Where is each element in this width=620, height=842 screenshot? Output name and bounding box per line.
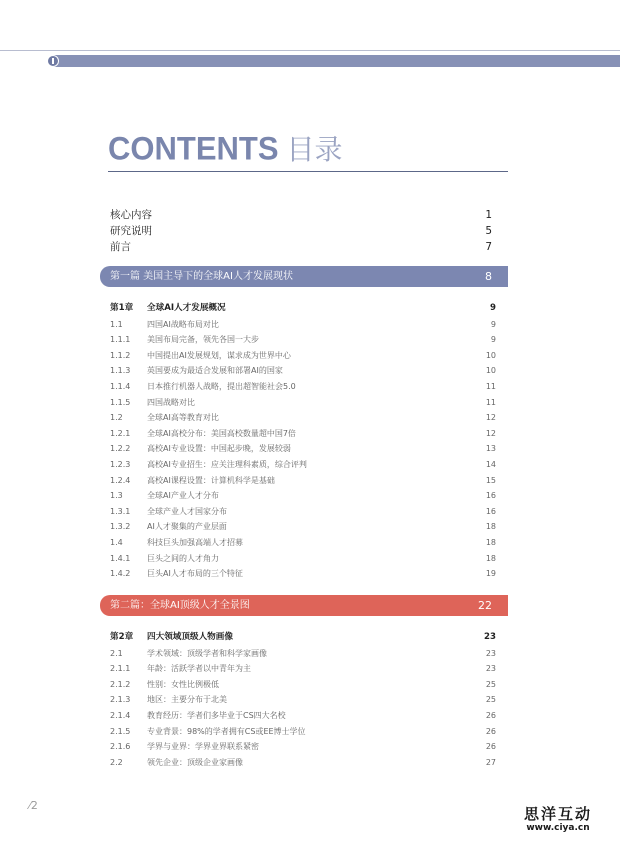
toc-number: 2.1.6 bbox=[110, 742, 131, 752]
toc-row[interactable] bbox=[110, 692, 496, 708]
toc-title: 日本推行机器人战略，提出超智能社会5.0 bbox=[147, 381, 296, 391]
toc-number: 1.3.1 bbox=[110, 506, 131, 516]
toc-title: 高校AI专业设置：中国起步晚，发展较弱 bbox=[147, 444, 291, 454]
front-matter-item[interactable] bbox=[110, 223, 492, 239]
toc-page: 11 bbox=[485, 381, 496, 391]
toc-number: 2.1.2 bbox=[110, 679, 131, 689]
toc-number: 1.1.3 bbox=[110, 366, 131, 376]
front-matter-page: 7 bbox=[485, 241, 492, 253]
toc-row[interactable] bbox=[110, 724, 496, 740]
toc-page: 16 bbox=[485, 506, 496, 516]
toc-number: 1.4.2 bbox=[110, 569, 131, 579]
toc-number: 2.2 bbox=[110, 757, 123, 767]
toc-page: 23 bbox=[485, 648, 496, 658]
toc-title: 巨头AI人才布局的三个特征 bbox=[147, 569, 243, 579]
toc-page: 23 bbox=[484, 632, 496, 642]
toc-title: 四国AI战略布局对比 bbox=[147, 319, 219, 329]
toc-page: 18 bbox=[485, 522, 496, 532]
toc-page: 14 bbox=[485, 459, 496, 469]
toc-number: 1.2.2 bbox=[110, 444, 131, 454]
toc-title: 全球AI人才发展概况 bbox=[147, 303, 226, 313]
toc-page: 23 bbox=[485, 664, 496, 674]
toc-number: 第1章 bbox=[110, 303, 134, 313]
header-bar bbox=[48, 55, 620, 67]
watermark bbox=[524, 806, 592, 834]
toc-title: 美国布局完备，领先各国一大步 bbox=[147, 335, 259, 345]
front-matter-item[interactable] bbox=[110, 207, 492, 223]
toc-row[interactable] bbox=[110, 551, 496, 567]
toc-page: 26 bbox=[485, 726, 496, 736]
part2-banner-title: 第二篇：全球AI顶级人才全景图 bbox=[110, 600, 250, 611]
toc-number: 1.2.3 bbox=[110, 459, 131, 469]
toc-page: 13 bbox=[485, 444, 496, 454]
toc-title: AI人才聚集的产业层面 bbox=[147, 522, 227, 532]
toc-chapter-row[interactable] bbox=[110, 630, 496, 646]
toc-number: 1.1.5 bbox=[110, 397, 131, 407]
toc-chapter-row[interactable] bbox=[110, 301, 496, 317]
toc-page: 27 bbox=[485, 757, 496, 767]
front-matter-page: 1 bbox=[485, 209, 492, 221]
toc-row[interactable] bbox=[110, 739, 496, 755]
toc-row[interactable] bbox=[110, 755, 496, 771]
part1-banner-page: 8 bbox=[485, 270, 492, 283]
page-number-value: 2 bbox=[30, 799, 38, 812]
toc-page: 10 bbox=[485, 350, 496, 360]
toc-row[interactable] bbox=[110, 661, 496, 677]
toc-title: 高校AI专业招生：应关注理科素质，综合评判 bbox=[147, 459, 307, 469]
toc-title: 年龄：活跃学者以中青年为主 bbox=[147, 664, 251, 674]
toc-page: 25 bbox=[485, 679, 496, 689]
toc-row[interactable] bbox=[110, 410, 496, 426]
toc-number: 1.3 bbox=[110, 491, 123, 501]
toc-title: 全球AI高校分布：美国高校数量超中国7倍 bbox=[147, 428, 296, 438]
toc-number: 第2章 bbox=[110, 632, 134, 642]
toc-row[interactable] bbox=[110, 646, 496, 662]
toc-row[interactable] bbox=[110, 441, 496, 457]
toc-row[interactable] bbox=[110, 535, 496, 551]
toc-page: 19 bbox=[485, 569, 496, 579]
toc-title: 全球产业人才国家分布 bbox=[147, 506, 227, 516]
info-icon bbox=[47, 55, 59, 67]
toc-number: 2.1.1 bbox=[110, 664, 131, 674]
toc-page: 15 bbox=[485, 475, 496, 485]
toc-title: 地区：主要分布于北美 bbox=[147, 695, 227, 705]
toc-title: 四大领域顶级人物画像 bbox=[147, 632, 233, 642]
part1-toc bbox=[110, 301, 496, 582]
toc-page: 12 bbox=[485, 413, 496, 423]
front-matter-item[interactable] bbox=[110, 239, 492, 255]
part2-banner-page: 22 bbox=[478, 599, 492, 612]
toc-number: 1.1 bbox=[110, 319, 123, 329]
toc-title: 科技巨头加强高端人才招募 bbox=[147, 537, 243, 547]
watermark-url: www.ciya.cn bbox=[526, 823, 590, 833]
page-number: ⁄2 bbox=[29, 799, 38, 812]
toc-title: 学术领域：顶级学者和科学家画像 bbox=[147, 648, 267, 658]
toc-number: 1.1.4 bbox=[110, 381, 131, 391]
toc-row[interactable] bbox=[110, 317, 496, 333]
toc-row[interactable] bbox=[110, 504, 496, 520]
toc-row[interactable] bbox=[110, 677, 496, 693]
toc-title: 高校AI课程设置：计算机科学是基础 bbox=[147, 475, 275, 485]
page-title bbox=[108, 128, 343, 168]
toc-page: 26 bbox=[485, 710, 496, 720]
toc-row[interactable] bbox=[110, 395, 496, 411]
toc-title: 领先企业：顶级企业家画像 bbox=[147, 757, 243, 767]
toc-title: 全球AI高等教育对比 bbox=[147, 413, 219, 423]
toc-page: 16 bbox=[485, 491, 496, 501]
toc-row[interactable] bbox=[110, 457, 496, 473]
front-matter-title: 研究说明 bbox=[110, 225, 152, 237]
toc-number: 1.3.2 bbox=[110, 522, 131, 532]
toc-page: 11 bbox=[485, 397, 496, 407]
toc-row[interactable] bbox=[110, 519, 496, 535]
toc-page: 18 bbox=[485, 553, 496, 563]
toc-row[interactable] bbox=[110, 566, 496, 582]
toc-row[interactable] bbox=[110, 363, 496, 379]
toc-row[interactable] bbox=[110, 379, 496, 395]
toc-number: 2.1 bbox=[110, 648, 123, 658]
toc-number: 1.4 bbox=[110, 537, 123, 547]
toc-title: 学界与业界：学界业界联系紧密 bbox=[147, 742, 259, 752]
toc-title: 全球AI产业人才分布 bbox=[147, 491, 219, 501]
front-matter-title: 前言 bbox=[110, 241, 131, 253]
toc-row[interactable] bbox=[110, 332, 496, 348]
toc-row[interactable] bbox=[110, 708, 496, 724]
toc-number: 2.1.3 bbox=[110, 695, 131, 705]
toc-number: 1.1.1 bbox=[110, 335, 131, 345]
toc-title: 性别：女性比例极低 bbox=[147, 679, 219, 689]
front-matter-list bbox=[110, 207, 492, 255]
toc-page: 12 bbox=[485, 428, 496, 438]
toc-title: 英国要成为最适合发展和部署AI的国家 bbox=[147, 366, 283, 376]
toc-page: 10 bbox=[485, 366, 496, 376]
toc-row[interactable] bbox=[110, 488, 496, 504]
toc-number: 1.2 bbox=[110, 413, 123, 423]
toc-page: 9 bbox=[490, 335, 496, 345]
front-matter-page: 5 bbox=[485, 225, 492, 237]
title-english: CONTENTS bbox=[108, 130, 279, 167]
toc-number: 1.2.1 bbox=[110, 428, 131, 438]
toc-title: 教育经历：学者们多毕业于CS四大名校 bbox=[147, 710, 286, 720]
toc-page: 26 bbox=[485, 742, 496, 752]
toc-row[interactable] bbox=[110, 426, 496, 442]
toc-page: 25 bbox=[485, 695, 496, 705]
part2-toc bbox=[110, 630, 496, 770]
toc-number: 2.1.4 bbox=[110, 710, 131, 720]
front-matter-title: 核心内容 bbox=[110, 209, 152, 221]
header-rule bbox=[0, 50, 620, 51]
toc-page: 18 bbox=[485, 537, 496, 547]
toc-title: 四国战略对比 bbox=[147, 397, 195, 407]
toc-number: 1.2.4 bbox=[110, 475, 131, 485]
toc-row[interactable] bbox=[110, 473, 496, 489]
part2-banner[interactable] bbox=[100, 595, 508, 616]
title-chinese: 目录 bbox=[286, 133, 343, 166]
part1-banner-title: 第一篇 美国主导下的全球AI人才发展现状 bbox=[110, 271, 293, 282]
watermark-brand: 思洋互动 bbox=[523, 805, 592, 823]
toc-page: 9 bbox=[490, 319, 496, 329]
title-divider bbox=[108, 171, 508, 172]
toc-number: 2.1.5 bbox=[110, 726, 131, 736]
toc-page: 9 bbox=[490, 303, 496, 313]
toc-title: 巨头之间的人才角力 bbox=[147, 553, 219, 563]
toc-title: 专业背景：98%的学者拥有CS或EE博士学位 bbox=[147, 726, 306, 736]
toc-title: 中国提出AI发展规划，谋求成为世界中心 bbox=[147, 350, 291, 360]
toc-number: 1.4.1 bbox=[110, 553, 131, 563]
part1-banner[interactable] bbox=[100, 266, 508, 287]
toc-row[interactable] bbox=[110, 348, 496, 364]
toc-number: 1.1.2 bbox=[110, 350, 131, 360]
